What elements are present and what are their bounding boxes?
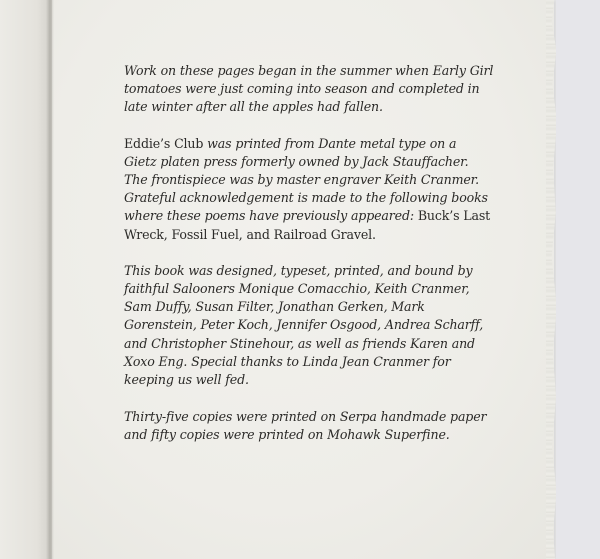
text-line: Sam Duffy, Susan Filter, Jonathan Gerken, Mark (124, 299, 425, 315)
text-line: This book was designed, typeset, printed, and bound by (124, 262, 473, 278)
text-fragment: where these poems have previously appeared: (124, 208, 418, 224)
text-fragment: was printed from Dante metal type on a (203, 135, 457, 151)
colophon-paragraph-1 (124, 62, 494, 117)
colophon-text (124, 62, 494, 463)
text-line: Thirty-five copies were printed on Serpa handmade paper (124, 409, 487, 425)
text-line: The frontispiece was by master engraver Keith Cranmer. (124, 172, 480, 188)
text-line: tomatoes were just coming into season and completed in (124, 81, 480, 97)
text-line: Gietz platen press formerly owned by Jack Stauffacher. (124, 153, 469, 169)
text-line: faithful Salooners Monique Comacchio, Keith Cranmer, (124, 281, 470, 297)
text-line: late winter after all the apples had fallen. (124, 99, 383, 115)
text-line: Wreck, Fossil Fuel, and Railroad Gravel. (124, 226, 376, 242)
text-line: Xoxo Eng. Special thanks to Linda Jean Cranmer for (124, 353, 451, 369)
text-line (124, 207, 494, 225)
colophon-paragraph-2 (124, 135, 494, 244)
text-line: Grateful acknowledgement is made to the following books (124, 190, 488, 206)
text-line: Work on these pages began in the summer when Early Girl (124, 63, 494, 78)
text-line: and fifty copies were printed on Mohawk Superfine. (124, 427, 450, 443)
book-gutter (46, 0, 54, 559)
book-title: Eddie’s Club (124, 135, 204, 151)
backdrop (556, 0, 600, 559)
text-line: keeping us well fed. (124, 372, 249, 388)
colophon-paragraph-3 (124, 262, 494, 389)
colophon-paragraph-4 (124, 408, 494, 444)
text-line (124, 135, 494, 153)
text-line: Gorenstein, Peter Koch, Jennifer Osgood, Andrea Scharff, (124, 317, 484, 333)
text-line: and Christopher Stinehour, as well as friends Karen and (124, 335, 475, 351)
left-page-edge (0, 0, 52, 559)
book-title: Buck’s Last (417, 208, 491, 224)
